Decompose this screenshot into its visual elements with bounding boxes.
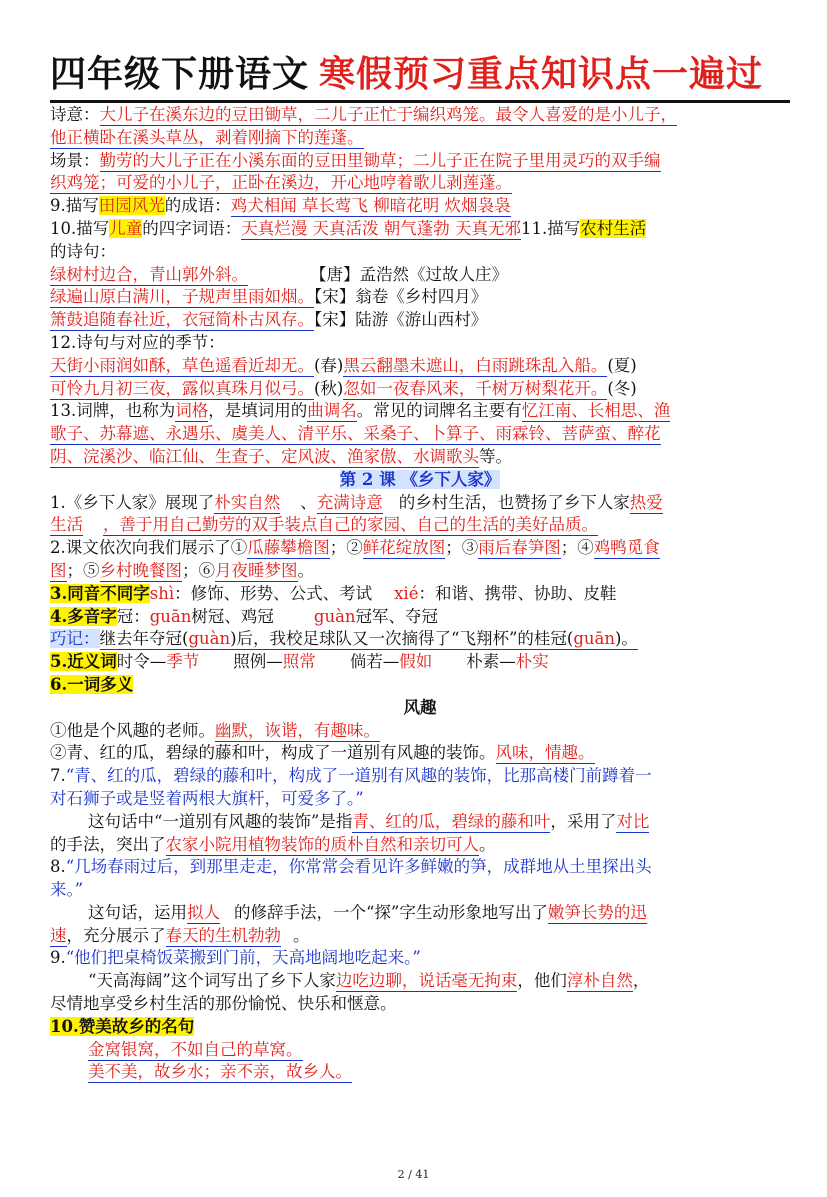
answer-text: 瓜藤攀檐图 <box>247 538 330 558</box>
question-text: ，采用了 <box>550 811 617 831</box>
answer-text: 阴、浣溪沙、临江仙、生查子、定风波、渔家傲、水调歌头 <box>50 446 479 466</box>
text-line <box>50 492 790 515</box>
tip-text: )后，我校足球队又一次摘得了“飞翔杯”的桂冠( <box>230 629 574 649</box>
memory-tip-label: 巧记： <box>50 629 100 649</box>
question-text: ；⑤ <box>66 560 100 580</box>
page-number: 2 / 41 <box>397 1168 430 1181</box>
document-body <box>50 104 790 1084</box>
question-text: 10.描写 <box>50 218 110 238</box>
poem-line: 可怜九月初三夜，露似真珠月似弓。 <box>50 378 314 398</box>
proverb-text: 金窝银窝，不如自己的草窝。 <box>88 1039 303 1059</box>
answer-text: 照常 <box>282 652 316 672</box>
answer-text: 速 <box>50 925 67 945</box>
header-title-black: 四年级下册语文 <box>50 53 310 95</box>
poem-line: 忽如一夜春风来，千树万树梨花开。 <box>343 378 608 398</box>
example-text: ②青、红的瓜，碧绿的藤和叶，构成了一道别有风趣的装饰。 <box>50 743 496 763</box>
word-list: 时令— <box>116 652 167 672</box>
answer-text: 鸡犬相闻 草长莺飞 柳暗花明 炊烟袅袅 <box>230 196 511 216</box>
pinyin: guàn <box>313 606 356 626</box>
section-label: 4.多音字 <box>50 606 117 626</box>
question-text: ；③ <box>445 538 479 558</box>
answer-text: 朴实 <box>515 652 549 672</box>
section-label: 5.近义词 <box>50 652 117 672</box>
text-line <box>50 332 790 355</box>
answer-text: 雨后春笋图 <box>478 538 561 558</box>
subheading <box>50 697 790 720</box>
text-line <box>50 947 790 970</box>
answer-text: 幽默，诙谐，有趣味。 <box>215 720 380 740</box>
text-line <box>50 286 790 309</box>
season-label: (冬) <box>607 378 637 398</box>
pinyin: guān <box>573 629 615 649</box>
question-text: ，充分展示了 <box>66 925 166 945</box>
text-line <box>50 537 790 560</box>
example-text: ①他是个风趣的老师。 <box>50 720 215 740</box>
text-line <box>50 788 790 811</box>
answer-text: 忆江南、长相思、渔 <box>521 401 671 421</box>
header-title-red: 寒假预习重点知识点一遍过 <box>319 53 764 95</box>
answer-text: 春天的生机勃勃 <box>165 925 281 945</box>
question-text: 9.描写 <box>50 196 99 216</box>
answer-text: 他正横卧在溪头草丛，剥着刚摘下的莲蓬。 <box>50 127 364 147</box>
quote-text: “青、红的瓜，碧绿的藤和叶，构成了一道别有风趣的装饰，比那高楼门前蹲着一 <box>65 766 652 786</box>
tip-text: 继去年夺冠( <box>99 629 189 649</box>
question-text: 的成语： <box>164 196 231 216</box>
answer-text: 农家小院用植物装饰的质朴自然和亲切可人 <box>165 834 479 854</box>
answer-text: 织鸡笼；可爱的小儿子，正卧在溪边，开心地哼着歌儿剥莲蓬。 <box>50 173 512 193</box>
question-text: ；⑥ <box>182 560 215 580</box>
question-text: 1.《乡下人家》展现了 <box>50 492 215 512</box>
text-line <box>50 651 790 674</box>
label-text: 场景： <box>50 150 100 170</box>
poem-source: 【宋】翁卷《乡村四月》 <box>314 287 488 307</box>
section-label: 6.一词多义 <box>50 674 134 694</box>
answer-text: 假如 <box>399 652 433 672</box>
answer-text: 充满诗意 <box>316 492 383 512</box>
word-list: 倘若— <box>349 652 400 672</box>
word-list: 冠军、夺冠 <box>355 606 439 626</box>
question-text: 的四字词语： <box>142 218 242 238</box>
question-text: ，是填词用的 <box>208 401 308 421</box>
text-line <box>50 925 790 948</box>
text-line <box>50 1061 790 1084</box>
answer-text: 淳朴自然 <box>566 971 633 991</box>
answer-text: ，善于用自己勤劳的双手装点自己的家园、自己的生活的美好品质。 <box>103 515 598 535</box>
text-line <box>50 446 790 469</box>
answer-text: 天真烂漫 天真活泼 朝气蓬勃 天真无邪 <box>241 218 521 238</box>
answer-text: 词格 <box>175 401 209 421</box>
poem-source: 【宋】陆游《游山西村》 <box>314 310 488 330</box>
question-text: 11.描写 <box>521 218 581 238</box>
highlighted-keyword: 田园风光 <box>98 196 165 216</box>
text-line <box>50 355 790 378</box>
text-line <box>50 218 790 241</box>
text-line <box>50 834 790 857</box>
question-text: “天高海阔”这个词写出了乡下人家 <box>88 971 336 991</box>
text-line <box>50 628 790 651</box>
question-text: ；② <box>329 538 363 558</box>
question-number: 9. <box>50 948 66 968</box>
word-list: 树冠、鸡冠 <box>191 606 274 626</box>
label-text: 诗意： <box>50 105 100 124</box>
question-text: 。常见的词牌名主要有 <box>356 401 522 421</box>
question-text: 。 <box>479 834 496 854</box>
memory-tip <box>100 629 638 650</box>
word-list: 照例— <box>233 652 283 672</box>
text-line <box>50 970 790 993</box>
season-label: (春) <box>314 355 344 375</box>
question-text: 的乡村生活，也赞扬了乡下人家 <box>398 492 630 512</box>
question-text: ， <box>632 971 650 991</box>
text-line <box>50 400 790 423</box>
poem-line: 箫鼓追随春社近，衣冠简朴古风存。 <box>50 310 314 330</box>
text-line <box>50 195 790 218</box>
answer-text: 朴实自然 <box>214 492 281 512</box>
question-text: 。 <box>293 925 310 945</box>
question-number: 8. <box>50 857 66 877</box>
answer-text: 热爱 <box>629 492 663 512</box>
answer-text: 季节 <box>166 652 200 672</box>
answer-text: 乡村晚餐图 <box>99 560 182 580</box>
question-text: 尽情地享受乡村生活的那份愉悦、快乐和惬意。 <box>50 994 397 1014</box>
text-line <box>50 127 790 150</box>
poem-line: 天街小雨润如酥，草色遥看近却无。 <box>50 355 314 375</box>
highlighted-keyword: 儿童 <box>109 218 143 238</box>
text-line <box>50 993 790 1016</box>
text-line <box>50 674 790 697</box>
answer-text: 青、红的瓜，碧绿的藤和叶 <box>352 811 551 831</box>
question-number: 7. <box>50 766 66 786</box>
pinyin: guān <box>149 606 192 626</box>
text-line <box>50 856 790 879</box>
answer-text: 月夜睡梦图 <box>215 560 298 580</box>
poem-line: 绿树村边合，青山郭外斜。 <box>50 264 248 284</box>
answer-text: 鲜花绽放图 <box>362 538 446 558</box>
pinyin: shì <box>149 583 175 603</box>
question-text: 这句话中“一道别有风趣的装饰”是指 <box>88 811 353 831</box>
question-text: 。 <box>297 560 314 580</box>
question-text: 2.课文依次向我们展示了① <box>50 538 248 558</box>
text-line <box>50 606 790 629</box>
answer-text: 歌子、苏幕遮、永遇乐、虞美人、清平乐、采桑子、卜算子、雨霖铃、菩萨蛮、醉花 <box>50 424 661 444</box>
text-line <box>50 902 790 925</box>
text-line <box>50 264 790 287</box>
text-line <box>50 720 790 743</box>
answer-text: 拟人 <box>187 902 220 922</box>
text-line <box>50 1016 790 1039</box>
question-text: 的诗句： <box>50 241 116 261</box>
word-list: ：和谐、携带、协助、皮鞋 <box>418 583 617 603</box>
text-line <box>50 172 790 195</box>
pinyin: xié <box>394 583 419 603</box>
question-text: ；④ <box>560 538 594 558</box>
page-header <box>50 46 790 103</box>
poem-line: 黑云翻墨未遮山，白雨跳珠乱入船。 <box>343 355 608 375</box>
text-line <box>50 309 790 332</box>
pinyin: guàn <box>188 629 231 649</box>
tip-text: )。 <box>615 629 638 649</box>
text-line <box>50 423 790 446</box>
text-line <box>50 811 790 834</box>
answer-text: 对比 <box>616 811 650 831</box>
proverb-text: 美不美，故乡水；亲不亲，故乡人。 <box>88 1062 352 1082</box>
section-label: 10.赞美故乡的名句 <box>50 1016 195 1036</box>
section-label: 3.同音不同字 <box>50 583 150 603</box>
word-list: ：修饰、形势、公式、考试 <box>174 583 373 603</box>
text-line <box>50 378 790 401</box>
subheading-text: 风趣 <box>403 697 437 717</box>
text-line <box>50 104 790 127</box>
answer-text: 鸡鸭觅食 <box>593 538 660 558</box>
answer-text: 嫩笋长势的迅 <box>547 902 647 922</box>
text-line <box>50 560 790 583</box>
answer-text: 生活 <box>50 515 83 535</box>
question-text: 等。 <box>479 446 512 466</box>
text-line <box>50 742 790 765</box>
answer-text: 边吃边聊，说话毫无拘束 <box>335 971 518 991</box>
word-list: 朴素— <box>466 652 516 672</box>
answer-text: 风味，情趣。 <box>495 743 595 763</box>
lesson-heading <box>50 469 790 492</box>
text-line <box>50 241 790 264</box>
answer-text: 大儿子在溪东边的豆田锄草，二儿子正忙于编织鸡笼。最令人喜爱的是小儿子， <box>99 105 677 124</box>
season-label: (秋) <box>314 378 344 398</box>
highlighted-keyword: 农村生活 <box>580 218 647 238</box>
poem-line: 绿遍山原白满川，子规声里雨如烟。 <box>50 287 314 307</box>
season-label: (夏) <box>607 355 637 375</box>
text-line <box>50 765 790 788</box>
question-text: 这句话，运用 <box>88 902 187 922</box>
word-list: 冠： <box>116 606 150 626</box>
question-text: ，他们 <box>517 971 567 991</box>
poem-source: 【唐】孟浩然《过故人庄》 <box>310 264 508 284</box>
answer-text: 勤劳的大儿子正在小溪东面的豆田里锄草；二儿子正在院子里用灵巧的双手编 <box>99 150 661 170</box>
text-line <box>50 514 790 537</box>
answer-text: 曲调名 <box>307 401 357 421</box>
lesson-title: 第 2 课 《乡下人家》 <box>339 469 501 489</box>
text-line <box>50 1039 790 1062</box>
question-text: 12.诗句与对应的季节： <box>50 332 225 352</box>
question-text: 的手法，突出了 <box>50 834 166 854</box>
quote-text: “他们把桌椅饭菜搬到门前，天高地阔地吃起来。” <box>65 948 421 968</box>
question-text: 的修辞手法，一个“探”字生动形象地写出了 <box>234 902 548 922</box>
question-text: 、 <box>300 492 317 512</box>
quote-text: “几场春雨过后，到那里走走，你常常会看见许多鲜嫩的笋，成群地从土里探出头 <box>65 857 652 877</box>
question-text: 13.词牌，也称为 <box>50 401 176 421</box>
text-line <box>50 583 790 606</box>
text-line <box>50 879 790 902</box>
answer-text: 图 <box>50 560 67 580</box>
quote-text: 来。” <box>50 880 84 900</box>
text-line <box>50 150 790 173</box>
quote-text: 对石狮子或是竖着两根大旗杆，可爱多了。” <box>50 788 364 808</box>
